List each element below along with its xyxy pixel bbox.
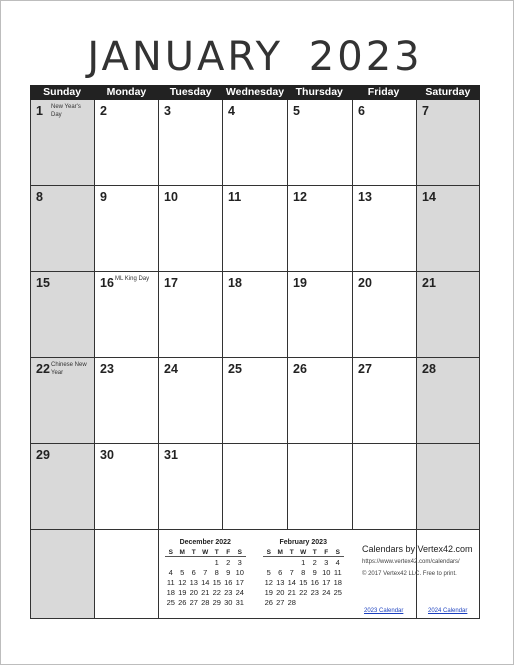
day-cell[interactable] [223, 186, 288, 272]
day-number: 5 [293, 104, 300, 118]
mini-day: 28 [287, 597, 296, 607]
day-number: 29 [36, 448, 50, 462]
day-number: 15 [36, 276, 50, 290]
mini-day: 16 [310, 577, 319, 587]
footer-cell [95, 530, 159, 619]
mini-day: 8 [301, 567, 306, 577]
day-cell[interactable] [30, 272, 95, 358]
mini-day: 22 [299, 587, 308, 597]
day-cell[interactable] [417, 100, 480, 186]
mini-day: 6 [278, 567, 283, 577]
day-number: 8 [36, 190, 43, 204]
mini-day: 19 [264, 587, 273, 597]
mini-day: 7 [203, 567, 208, 577]
day-cell[interactable] [159, 358, 223, 444]
day-cell[interactable] [417, 272, 480, 358]
day-cell[interactable] [223, 358, 288, 444]
day-cell[interactable] [353, 100, 417, 186]
mini-weekday: M [275, 548, 287, 557]
mini-weekday: W [200, 548, 212, 557]
mini-day: 1 [301, 557, 306, 567]
holiday-label: ML King Day [115, 276, 150, 282]
mini-day: 21 [201, 587, 210, 597]
day-cell[interactable] [159, 272, 223, 358]
mini-day: 8 [214, 567, 219, 577]
mini-day: 24 [322, 587, 331, 597]
day-cell[interactable] [30, 358, 95, 444]
mini-day: 23 [224, 587, 233, 597]
mini-day: 14 [201, 577, 210, 587]
mini-day: 26 [178, 597, 187, 607]
day-cell[interactable] [95, 100, 159, 186]
mini-day: 2 [226, 557, 231, 567]
mini-day: 18 [333, 577, 342, 587]
mini-day [165, 557, 177, 568]
day-cell[interactable] [159, 186, 223, 272]
day-cell[interactable] [30, 100, 95, 186]
day-cell[interactable] [159, 100, 223, 186]
mini-day: 24 [235, 587, 244, 597]
mini-day: 2 [312, 557, 317, 567]
mini-calendar-title: February 2023 [279, 539, 327, 546]
day-cell[interactable] [288, 358, 353, 444]
mini-weekday: F [321, 548, 333, 557]
mini-day: 17 [235, 577, 244, 587]
mini-week-row [263, 597, 344, 607]
mini-day: 14 [287, 577, 296, 587]
mini-day [309, 597, 321, 607]
mini-day: 9 [226, 567, 231, 577]
mini-day: 31 [235, 597, 244, 607]
day-cell-empty [417, 444, 480, 530]
mini-day [275, 557, 287, 568]
mini-day: 20 [189, 587, 198, 597]
day-number: 26 [293, 362, 307, 376]
mini-calendar-december [165, 533, 246, 607]
mini-day: 20 [276, 587, 285, 597]
day-cell[interactable] [353, 186, 417, 272]
weekday-wednesday: Wednesday [225, 86, 285, 98]
day-number: 19 [293, 276, 307, 290]
weekday-friday: Friday [367, 86, 400, 98]
mini-week-row [263, 557, 344, 568]
link-2023-calendar[interactable]: 2023 Calendar [364, 608, 404, 614]
mini-day: 17 [322, 577, 331, 587]
day-cell[interactable] [353, 358, 417, 444]
mini-day [332, 597, 344, 607]
mini-weekday: S [165, 548, 177, 557]
day-number: 20 [358, 276, 372, 290]
mini-week-row [165, 587, 246, 597]
day-number: 28 [422, 362, 436, 376]
mini-day: 30 [224, 597, 233, 607]
mini-day: 1 [214, 557, 219, 567]
mini-weekday-row [263, 548, 344, 557]
mini-day: 3 [237, 557, 242, 567]
day-number: 12 [293, 190, 307, 204]
day-number: 31 [164, 448, 178, 462]
weekday-monday: Monday [106, 86, 147, 98]
mini-day: 7 [289, 567, 294, 577]
mini-day: 23 [310, 587, 319, 597]
day-number: 13 [358, 190, 372, 204]
mini-day: 16 [224, 577, 233, 587]
day-number: 10 [164, 190, 178, 204]
mini-week-row [263, 587, 344, 597]
mini-calendar-february [263, 533, 344, 607]
mini-week-row [165, 557, 246, 568]
day-cell[interactable] [417, 358, 480, 444]
day-cell[interactable] [288, 186, 353, 272]
mini-weekday-row [165, 548, 246, 557]
day-number: 9 [100, 190, 107, 204]
day-number: 1 [36, 104, 43, 118]
mini-weekday: T [286, 548, 298, 557]
mini-week-row [263, 577, 344, 587]
mini-day: 5 [180, 567, 185, 577]
day-cell[interactable] [288, 100, 353, 186]
mini-day: 4 [168, 567, 173, 577]
mini-day [200, 557, 212, 568]
weekday-sunday: Sunday [43, 86, 82, 98]
mini-day: 21 [287, 587, 296, 597]
mini-day: 27 [189, 597, 198, 607]
day-cell-empty [288, 444, 353, 530]
mini-day: 27 [276, 597, 285, 607]
mini-day: 25 [166, 597, 175, 607]
day-number: 25 [228, 362, 242, 376]
day-cell[interactable] [95, 272, 159, 358]
calendar-title: JANUARY 2023 [87, 34, 423, 80]
mini-day: 15 [299, 577, 308, 587]
mini-day: 13 [276, 577, 285, 587]
mini-day [177, 557, 189, 568]
mini-week-row [165, 597, 246, 607]
mini-calendar-title: December 2022 [179, 539, 231, 546]
day-number: 11 [228, 190, 242, 204]
vertex-copyright: © 2017 Vertex42 LLC. Free to print. [362, 571, 457, 577]
mini-day: 22 [212, 587, 221, 597]
mini-day [263, 557, 275, 568]
footer-cell [30, 530, 95, 619]
mini-day: 12 [178, 577, 187, 587]
day-cell[interactable] [417, 186, 480, 272]
day-cell[interactable] [95, 358, 159, 444]
mini-day: 12 [264, 577, 273, 587]
mini-week-row [165, 567, 246, 577]
mini-day: 26 [264, 597, 273, 607]
mini-weekday: T [309, 548, 321, 557]
weekday-saturday: Saturday [425, 86, 471, 98]
mini-day: 9 [312, 567, 317, 577]
day-cell[interactable] [95, 444, 159, 530]
weekday-tuesday: Tuesday [169, 86, 212, 98]
day-number: 7 [422, 104, 429, 118]
mini-day: 19 [178, 587, 187, 597]
mini-day: 10 [235, 567, 244, 577]
mini-week-row [263, 567, 344, 577]
mini-weekday: S [332, 548, 344, 557]
mini-day: 11 [333, 567, 342, 577]
link-2024-calendar[interactable]: 2024 Calendar [428, 608, 468, 614]
mini-day: 6 [191, 567, 196, 577]
day-number: 2 [100, 104, 107, 118]
day-cell[interactable] [223, 100, 288, 186]
day-number: 14 [422, 190, 436, 204]
mini-day: 25 [333, 587, 342, 597]
mini-weekday: F [223, 548, 235, 557]
day-cell[interactable] [30, 186, 95, 272]
day-number: 27 [358, 362, 372, 376]
day-cell-empty [353, 444, 417, 530]
holiday-label: New Year's Day [51, 104, 81, 118]
calendar-grid [30, 100, 480, 619]
mini-day: 11 [166, 577, 175, 587]
mini-weekday: S [234, 548, 246, 557]
day-number: 21 [422, 276, 436, 290]
mini-calendar-table [263, 548, 344, 607]
day-number: 18 [228, 276, 242, 290]
mini-day: 13 [189, 577, 198, 587]
day-cell[interactable] [95, 186, 159, 272]
day-cell-empty [223, 444, 288, 530]
vertex-brand: Calendars by Vertex42.com [362, 544, 473, 554]
day-number: 23 [100, 362, 114, 376]
mini-weekday: M [177, 548, 189, 557]
mini-day [298, 597, 310, 607]
mini-day [321, 597, 333, 607]
mini-calendar-table [165, 548, 246, 607]
mini-day: 10 [322, 567, 331, 577]
weekday-header [30, 85, 480, 100]
day-number: 17 [164, 276, 178, 290]
mini-day [286, 557, 298, 568]
day-number: 24 [164, 362, 178, 376]
mini-weekday: T [188, 548, 200, 557]
day-cell[interactable] [30, 444, 95, 530]
day-number: 22 [36, 362, 50, 376]
holiday-label: Chinese New Year [51, 362, 87, 376]
mini-day: 29 [212, 597, 221, 607]
weekday-thursday: Thursday [295, 86, 343, 98]
day-cell[interactable] [353, 272, 417, 358]
day-cell[interactable] [223, 272, 288, 358]
mini-weekday: W [298, 548, 310, 557]
mini-day [188, 557, 200, 568]
mini-weekday: S [263, 548, 275, 557]
mini-day: 4 [335, 557, 340, 567]
day-number: 30 [100, 448, 114, 462]
mini-day: 3 [324, 557, 329, 567]
day-number: 3 [164, 104, 171, 118]
day-number: 4 [228, 104, 235, 118]
day-number: 6 [358, 104, 365, 118]
mini-weekday: T [211, 548, 223, 557]
mini-day: 18 [166, 587, 175, 597]
mini-day: 5 [266, 567, 271, 577]
day-cell[interactable] [288, 272, 353, 358]
mini-week-row [165, 577, 246, 587]
day-number: 16 [100, 276, 114, 290]
day-cell[interactable] [159, 444, 223, 530]
vertex-url[interactable]: https://www.vertex42.com/calendars/ [362, 559, 460, 565]
mini-day: 28 [201, 597, 210, 607]
mini-day: 15 [212, 577, 221, 587]
